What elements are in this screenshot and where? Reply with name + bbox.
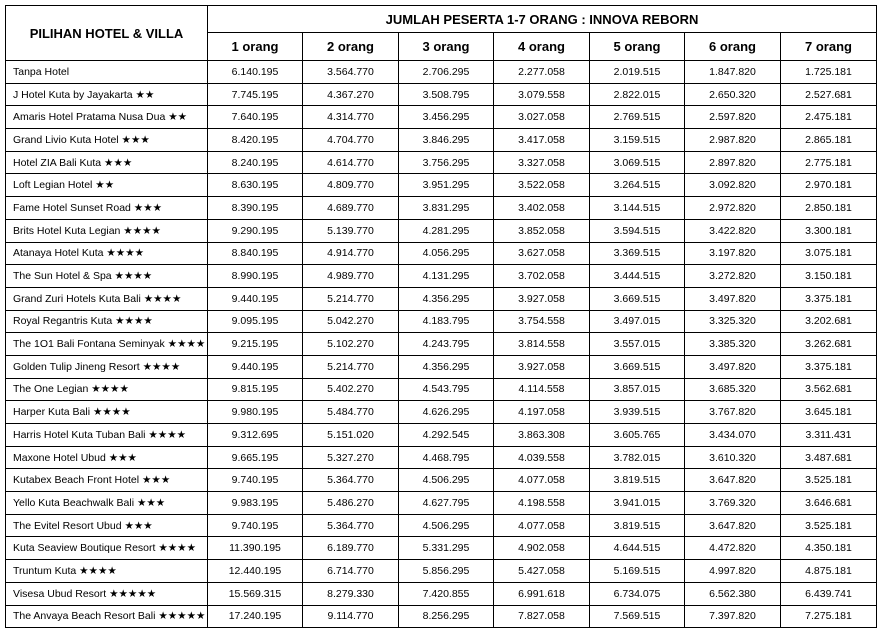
price-cell: 3.557.015 [590, 333, 685, 356]
hotel-name-cell: Tanpa Hotel [6, 61, 208, 84]
price-cell: 3.092.820 [685, 174, 781, 197]
price-cell: 5.427.058 [494, 560, 590, 583]
price-cell: 8.630.195 [208, 174, 303, 197]
price-cell: 3.647.820 [685, 469, 781, 492]
price-cell: 4.314.770 [303, 106, 399, 129]
price-cell: 3.402.058 [494, 197, 590, 220]
price-cell: 9.980.195 [208, 401, 303, 424]
price-cell: 3.525.181 [781, 514, 877, 537]
price-cell: 4.506.295 [399, 469, 494, 492]
price-cell: 3.685.320 [685, 378, 781, 401]
price-cell: 3.702.058 [494, 265, 590, 288]
price-cell: 3.264.515 [590, 174, 685, 197]
price-cell: 4.356.295 [399, 355, 494, 378]
table-row [6, 174, 877, 197]
price-cell: 1.725.181 [781, 61, 877, 84]
hotel-name-cell: Truntum Kuta ★★★★ [6, 560, 208, 583]
hotel-name-cell: Loft Legian Hotel ★★ [6, 174, 208, 197]
price-cell: 5.214.770 [303, 355, 399, 378]
price-cell: 2.775.181 [781, 151, 877, 174]
price-cell: 4.543.795 [399, 378, 494, 401]
price-cell: 5.402.270 [303, 378, 399, 401]
price-cell: 3.814.558 [494, 333, 590, 356]
hotel-name-cell: Golden Tulip Jineng Resort ★★★★ [6, 355, 208, 378]
price-cell: 3.069.515 [590, 151, 685, 174]
hotel-name-cell: Kuta Seaview Boutique Resort ★★★★ [6, 537, 208, 560]
price-cell: 3.434.070 [685, 424, 781, 447]
price-cell: 9.983.195 [208, 492, 303, 515]
price-cell: 4.198.558 [494, 492, 590, 515]
price-cell: 4.183.795 [399, 310, 494, 333]
price-cell: 9.290.195 [208, 219, 303, 242]
price-cell: 7.745.195 [208, 83, 303, 106]
hotel-name-cell: The 1O1 Bali Fontana Seminyak ★★★★ [6, 333, 208, 356]
hotel-column-header: PILIHAN HOTEL & VILLA [6, 6, 208, 61]
price-cell: 9.312.695 [208, 424, 303, 447]
price-cell: 3.627.058 [494, 242, 590, 265]
hotel-name-cell: The Sun Hotel & Spa ★★★★ [6, 265, 208, 288]
price-cell: 3.941.015 [590, 492, 685, 515]
table-row [6, 514, 877, 537]
price-table-container [5, 5, 877, 628]
price-cell: 3.819.515 [590, 469, 685, 492]
header-row-title [6, 6, 877, 33]
hotel-name-cell: Kutabex Beach Front Hotel ★★★ [6, 469, 208, 492]
price-cell: 4.367.270 [303, 83, 399, 106]
hotel-name-cell: The Evitel Resort Ubud ★★★ [6, 514, 208, 537]
price-cell: 4.281.295 [399, 219, 494, 242]
price-cell: 3.075.181 [781, 242, 877, 265]
price-cell: 3.562.681 [781, 378, 877, 401]
price-cell: 4.614.770 [303, 151, 399, 174]
price-cell: 3.197.820 [685, 242, 781, 265]
price-cell: 3.497.820 [685, 287, 781, 310]
price-cell: 6.140.195 [208, 61, 303, 84]
price-cell: 3.564.770 [303, 61, 399, 84]
price-cell: 3.767.820 [685, 401, 781, 424]
price-cell: 4.689.770 [303, 197, 399, 220]
price-cell: 9.215.195 [208, 333, 303, 356]
price-cell: 2.277.058 [494, 61, 590, 84]
price-cell: 3.375.181 [781, 287, 877, 310]
price-cell: 11.390.195 [208, 537, 303, 560]
price-cell: 3.769.320 [685, 492, 781, 515]
column-header-6-orang: 6 orang [685, 33, 781, 61]
price-cell: 6.439.741 [781, 582, 877, 605]
price-cell: 4.704.770 [303, 129, 399, 152]
price-cell: 5.139.770 [303, 219, 399, 242]
price-cell: 2.972.820 [685, 197, 781, 220]
price-cell: 3.525.181 [781, 469, 877, 492]
price-cell: 2.475.181 [781, 106, 877, 129]
price-cell: 3.857.015 [590, 378, 685, 401]
price-cell: 7.420.855 [399, 582, 494, 605]
hotel-name-cell: Yello Kuta Beachwalk Bali ★★★ [6, 492, 208, 515]
price-cell: 7.397.820 [685, 605, 781, 628]
price-cell: 3.605.765 [590, 424, 685, 447]
table-body [6, 61, 877, 628]
price-cell: 3.852.058 [494, 219, 590, 242]
hotel-name-cell: Brits Hotel Kuta Legian ★★★★ [6, 219, 208, 242]
price-cell: 4.077.058 [494, 514, 590, 537]
price-cell: 4.627.795 [399, 492, 494, 515]
price-cell: 5.484.770 [303, 401, 399, 424]
price-cell: 3.144.515 [590, 197, 685, 220]
price-cell: 4.626.295 [399, 401, 494, 424]
price-cell: 8.390.195 [208, 197, 303, 220]
price-cell: 7.275.181 [781, 605, 877, 628]
price-cell: 4.989.770 [303, 265, 399, 288]
table-row [6, 537, 877, 560]
price-cell: 5.486.270 [303, 492, 399, 515]
price-cell: 5.856.295 [399, 560, 494, 583]
hotel-name-cell: Grand Zuri Hotels Kuta Bali ★★★★ [6, 287, 208, 310]
hotel-name-cell: Harper Kuta Bali ★★★★ [6, 401, 208, 424]
price-cell: 2.822.015 [590, 83, 685, 106]
price-cell: 4.243.795 [399, 333, 494, 356]
table-row [6, 106, 877, 129]
table-row [6, 582, 877, 605]
table-row [6, 242, 877, 265]
price-cell: 4.875.181 [781, 560, 877, 583]
price-cell: 3.375.181 [781, 355, 877, 378]
price-cell: 3.079.558 [494, 83, 590, 106]
table-row [6, 129, 877, 152]
price-cell: 2.597.820 [685, 106, 781, 129]
price-cell: 3.645.181 [781, 401, 877, 424]
price-cell: 9.095.195 [208, 310, 303, 333]
price-cell: 9.440.195 [208, 287, 303, 310]
price-cell: 3.369.515 [590, 242, 685, 265]
price-cell: 2.865.181 [781, 129, 877, 152]
price-cell: 8.240.195 [208, 151, 303, 174]
table-row [6, 310, 877, 333]
price-cell: 3.150.181 [781, 265, 877, 288]
price-cell: 9.440.195 [208, 355, 303, 378]
price-cell: 3.669.515 [590, 355, 685, 378]
hotel-name-cell: Hotel ZIA Bali Kuta ★★★ [6, 151, 208, 174]
price-cell: 9.114.770 [303, 605, 399, 628]
price-cell: 2.019.515 [590, 61, 685, 84]
hotel-name-cell: Royal Regantris Kuta ★★★★ [6, 310, 208, 333]
column-header-5-orang: 5 orang [590, 33, 685, 61]
price-cell: 6.734.075 [590, 582, 685, 605]
price-cell: 3.669.515 [590, 287, 685, 310]
price-cell: 4.356.295 [399, 287, 494, 310]
price-cell: 4.056.295 [399, 242, 494, 265]
table-row [6, 355, 877, 378]
hotel-name-cell: J Hotel Kuta by Jayakarta ★★ [6, 83, 208, 106]
price-cell: 3.939.515 [590, 401, 685, 424]
price-cell: 2.527.681 [781, 83, 877, 106]
price-cell: 3.262.681 [781, 333, 877, 356]
price-cell: 3.422.820 [685, 219, 781, 242]
hotel-name-cell: The Anvaya Beach Resort Bali ★★★★★ [6, 605, 208, 628]
table-row [6, 61, 877, 84]
price-cell: 3.647.820 [685, 514, 781, 537]
price-cell: 4.809.770 [303, 174, 399, 197]
price-cell: 3.300.181 [781, 219, 877, 242]
price-cell: 8.990.195 [208, 265, 303, 288]
price-cell: 3.311.431 [781, 424, 877, 447]
price-cell: 9.665.195 [208, 446, 303, 469]
table-row [6, 265, 877, 288]
price-cell: 2.987.820 [685, 129, 781, 152]
price-cell: 3.385.320 [685, 333, 781, 356]
price-cell: 4.468.795 [399, 446, 494, 469]
price-cell: 3.444.515 [590, 265, 685, 288]
table-row [6, 83, 877, 106]
table-row [6, 605, 877, 628]
price-cell: 3.417.058 [494, 129, 590, 152]
price-cell: 5.364.770 [303, 514, 399, 537]
price-cell: 3.646.681 [781, 492, 877, 515]
hotel-name-cell: Harris Hotel Kuta Tuban Bali ★★★★ [6, 424, 208, 447]
table-row [6, 287, 877, 310]
hotel-name-cell: Fame Hotel Sunset Road ★★★ [6, 197, 208, 220]
price-cell: 6.189.770 [303, 537, 399, 560]
price-cell: 3.325.320 [685, 310, 781, 333]
price-cell: 5.364.770 [303, 469, 399, 492]
price-cell: 2.850.181 [781, 197, 877, 220]
price-cell: 5.331.295 [399, 537, 494, 560]
hotel-name-cell: Amaris Hotel Pratama Nusa Dua ★★ [6, 106, 208, 129]
price-cell: 3.846.295 [399, 129, 494, 152]
column-header-4-orang: 4 orang [494, 33, 590, 61]
price-cell: 5.102.270 [303, 333, 399, 356]
price-cell: 1.847.820 [685, 61, 781, 84]
hotel-name-cell: Visesa Ubud Resort ★★★★★ [6, 582, 208, 605]
price-cell: 3.497.820 [685, 355, 781, 378]
table-row [6, 333, 877, 356]
price-cell: 4.902.058 [494, 537, 590, 560]
price-cell: 2.897.820 [685, 151, 781, 174]
group-title-header: JUMLAH PESERTA 1-7 ORANG : INNOVA REBORN [208, 6, 877, 33]
price-cell: 17.240.195 [208, 605, 303, 628]
column-header-7-orang: 7 orang [781, 33, 877, 61]
price-cell: 4.077.058 [494, 469, 590, 492]
price-cell: 3.202.681 [781, 310, 877, 333]
table-row [6, 401, 877, 424]
price-cell: 3.508.795 [399, 83, 494, 106]
column-header-3-orang: 3 orang [399, 33, 494, 61]
price-cell: 7.827.058 [494, 605, 590, 628]
price-cell: 2.769.515 [590, 106, 685, 129]
table-row [6, 492, 877, 515]
price-cell: 3.159.515 [590, 129, 685, 152]
price-cell: 8.840.195 [208, 242, 303, 265]
price-cell: 3.497.015 [590, 310, 685, 333]
price-cell: 8.256.295 [399, 605, 494, 628]
table-row [6, 197, 877, 220]
price-cell: 9.740.195 [208, 469, 303, 492]
table-row [6, 424, 877, 447]
price-cell: 3.782.015 [590, 446, 685, 469]
price-cell: 4.039.558 [494, 446, 590, 469]
price-cell: 3.819.515 [590, 514, 685, 537]
price-cell: 9.740.195 [208, 514, 303, 537]
price-cell: 5.151.020 [303, 424, 399, 447]
price-cell: 4.114.558 [494, 378, 590, 401]
table-row [6, 560, 877, 583]
price-cell: 2.970.181 [781, 174, 877, 197]
column-header-1-orang: 1 orang [208, 33, 303, 61]
price-cell: 4.472.820 [685, 537, 781, 560]
hotel-name-cell: Atanaya Hotel Kuta ★★★★ [6, 242, 208, 265]
hotel-name-cell: Grand Livio Kuta Hotel ★★★ [6, 129, 208, 152]
price-cell: 6.562.380 [685, 582, 781, 605]
price-cell: 8.420.195 [208, 129, 303, 152]
price-cell: 4.914.770 [303, 242, 399, 265]
price-cell: 6.991.618 [494, 582, 590, 605]
price-cell: 7.640.195 [208, 106, 303, 129]
price-cell: 5.169.515 [590, 560, 685, 583]
table-row [6, 219, 877, 242]
price-cell: 3.927.058 [494, 355, 590, 378]
price-cell: 3.863.308 [494, 424, 590, 447]
price-cell: 8.279.330 [303, 582, 399, 605]
price-cell: 3.327.058 [494, 151, 590, 174]
price-cell: 3.027.058 [494, 106, 590, 129]
price-cell: 5.042.270 [303, 310, 399, 333]
price-cell: 4.131.295 [399, 265, 494, 288]
price-cell: 3.610.320 [685, 446, 781, 469]
price-table [5, 5, 877, 628]
table-row [6, 378, 877, 401]
hotel-name-cell: The One Legian ★★★★ [6, 378, 208, 401]
price-cell: 4.644.515 [590, 537, 685, 560]
price-cell: 2.650.320 [685, 83, 781, 106]
price-cell: 3.754.558 [494, 310, 590, 333]
table-row [6, 151, 877, 174]
table-row [6, 446, 877, 469]
price-cell: 3.831.295 [399, 197, 494, 220]
table-row [6, 469, 877, 492]
price-cell: 5.327.270 [303, 446, 399, 469]
price-cell: 3.951.295 [399, 174, 494, 197]
table-header [6, 6, 877, 61]
price-cell: 7.569.515 [590, 605, 685, 628]
price-cell: 9.815.195 [208, 378, 303, 401]
price-cell: 4.197.058 [494, 401, 590, 424]
price-cell: 3.272.820 [685, 265, 781, 288]
price-cell: 4.292.545 [399, 424, 494, 447]
price-cell: 3.927.058 [494, 287, 590, 310]
price-cell: 6.714.770 [303, 560, 399, 583]
price-cell: 3.594.515 [590, 219, 685, 242]
price-cell: 15.569.315 [208, 582, 303, 605]
price-cell: 4.506.295 [399, 514, 494, 537]
price-cell: 4.350.181 [781, 537, 877, 560]
price-cell: 4.997.820 [685, 560, 781, 583]
price-cell: 3.756.295 [399, 151, 494, 174]
price-cell: 3.456.295 [399, 106, 494, 129]
price-cell: 12.440.195 [208, 560, 303, 583]
price-cell: 3.522.058 [494, 174, 590, 197]
hotel-name-cell: Maxone Hotel Ubud ★★★ [6, 446, 208, 469]
price-cell: 3.487.681 [781, 446, 877, 469]
column-header-2-orang: 2 orang [303, 33, 399, 61]
price-cell: 2.706.295 [399, 61, 494, 84]
price-cell: 5.214.770 [303, 287, 399, 310]
